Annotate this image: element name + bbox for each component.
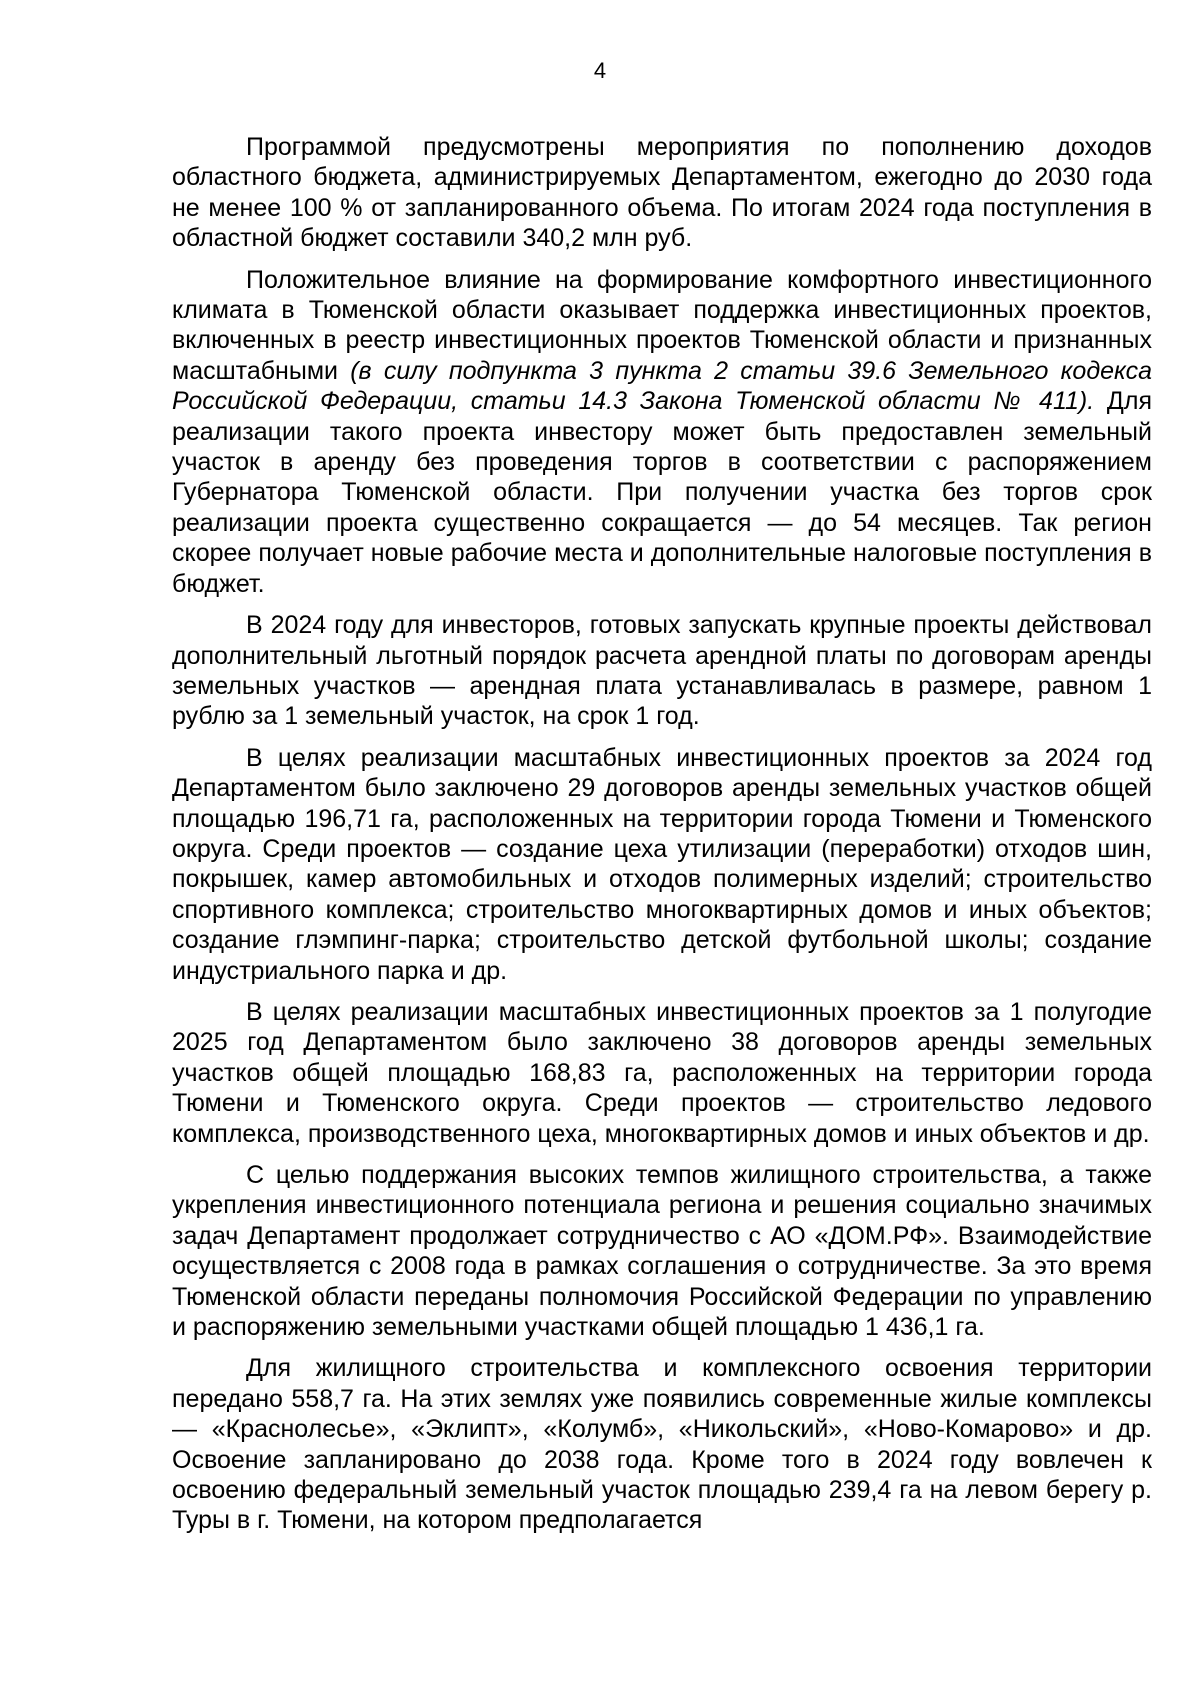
document-body xyxy=(172,132,1152,1547)
paragraph-projects-2025: В целях реализации масштабных инвестиционных проектов за 1 полугодие 2025 год Департаментом было заключено 38 договоров аренды земельных участков общей площадью 168,83 га, расположенных на территории города Тюмени и Тюменского округа. Среди проектов — строительство ледового комплекса, производственного цеха, многоквартирных домов и иных объектов и др. xyxy=(172,997,1152,1148)
page-number: 4 xyxy=(593,58,607,83)
legal-reference: (в силу подпункта 3 пункта 2 статьи 39.6 Земельного кодекса Российской Федерации, статьи 14.3 Закона Тюменской области № 411). xyxy=(172,356,1152,416)
paragraph-revenue: Программой предусмотрены мероприятия по пополнению доходов областного бюджета, администрируемых Департаментом, ежегодно до 2030 года не менее 100 % от запланированного объема. По итогам 2024 года поступления в областной бюджет составили 340,2 млн руб. xyxy=(172,133,1152,253)
paragraph-rent-2024: В 2024 году для инвесторов, готовых запускать крупные проекты действовал дополнительный льготный порядок расчета арендной платы по договорам аренды земельных участков — арендная плата устанавливалась в размере, равном 1 рублю за 1 земельный участок, на срок 1 год. xyxy=(172,611,1152,731)
paragraph-dom-rf: С целью поддержания высоких темпов жилищного строительства, а также укрепления инвестиционного потенциала региона и решения социально значимых задач Департамент продолжает сотрудничество с АО «ДОМ.РФ». Взаимодействие осуществляется с 2008 года в рамках соглашения о сотрудничестве. За это время Тюменской области переданы полномочия Российской Федерации по управлению и распоряжению земельными участками общей площадью 1 436,1 га. xyxy=(172,1161,1152,1342)
paragraph-text-rest: Для реализации такого проекта инвестору может быть предоставлен земельный участок в аренду без проведения торгов в соответствии с распоряжением Губернатора Тюменской области. При получении участка без торгов срок реализации проекта существенно сокращается — до 54 месяцев. Так регион скорее получает новые рабочие места и дополнительные налоговые поступления в бюджет. xyxy=(172,387,1152,598)
paragraph-text-lead: Положительное влияние на формирование комфортного инвестиционного климата в Тюменской области оказывает поддержка инвестиционных проектов, включенных в реестр инвестиционных проектов Тюменской области и признанных масштабными xyxy=(172,265,1152,385)
paragraph-housing: Для жилищного строительства и комплексного освоения территории передано 558,7 га. На этих землях уже появились современные жилые комплексы — «Краснолесье», «Эклипт», «Колумб», «Никольский», «Ново-Комарово» и др. Освоение запланировано до 2038 года. Кроме того в 2024 году вовлечен к освоению федеральный земельный участок площадью 239,4 га на левом берегу р. Туры в г. Тюмени, на котором предполагается xyxy=(172,1354,1152,1535)
paragraph-investment-climate xyxy=(172,265,1152,599)
paragraph-projects-2024: В целях реализации масштабных инвестиционных проектов за 2024 год Департаментом было заключено 29 договоров аренды земельных участков общей площадью 196,71 га, расположенных на территории города Тюмени и Тюменского округа. Среди проектов — создание цеха утилизации (переработки) отходов шин, покрышек, камер автомобильных и отходов полимерных изделий; строительство спортивного комплекса; строительство многоквартирных домов и иных объектов; создание глэмпинг-парка; строительство детской футбольной школы; создание индустриального парка и др. xyxy=(172,743,1152,985)
